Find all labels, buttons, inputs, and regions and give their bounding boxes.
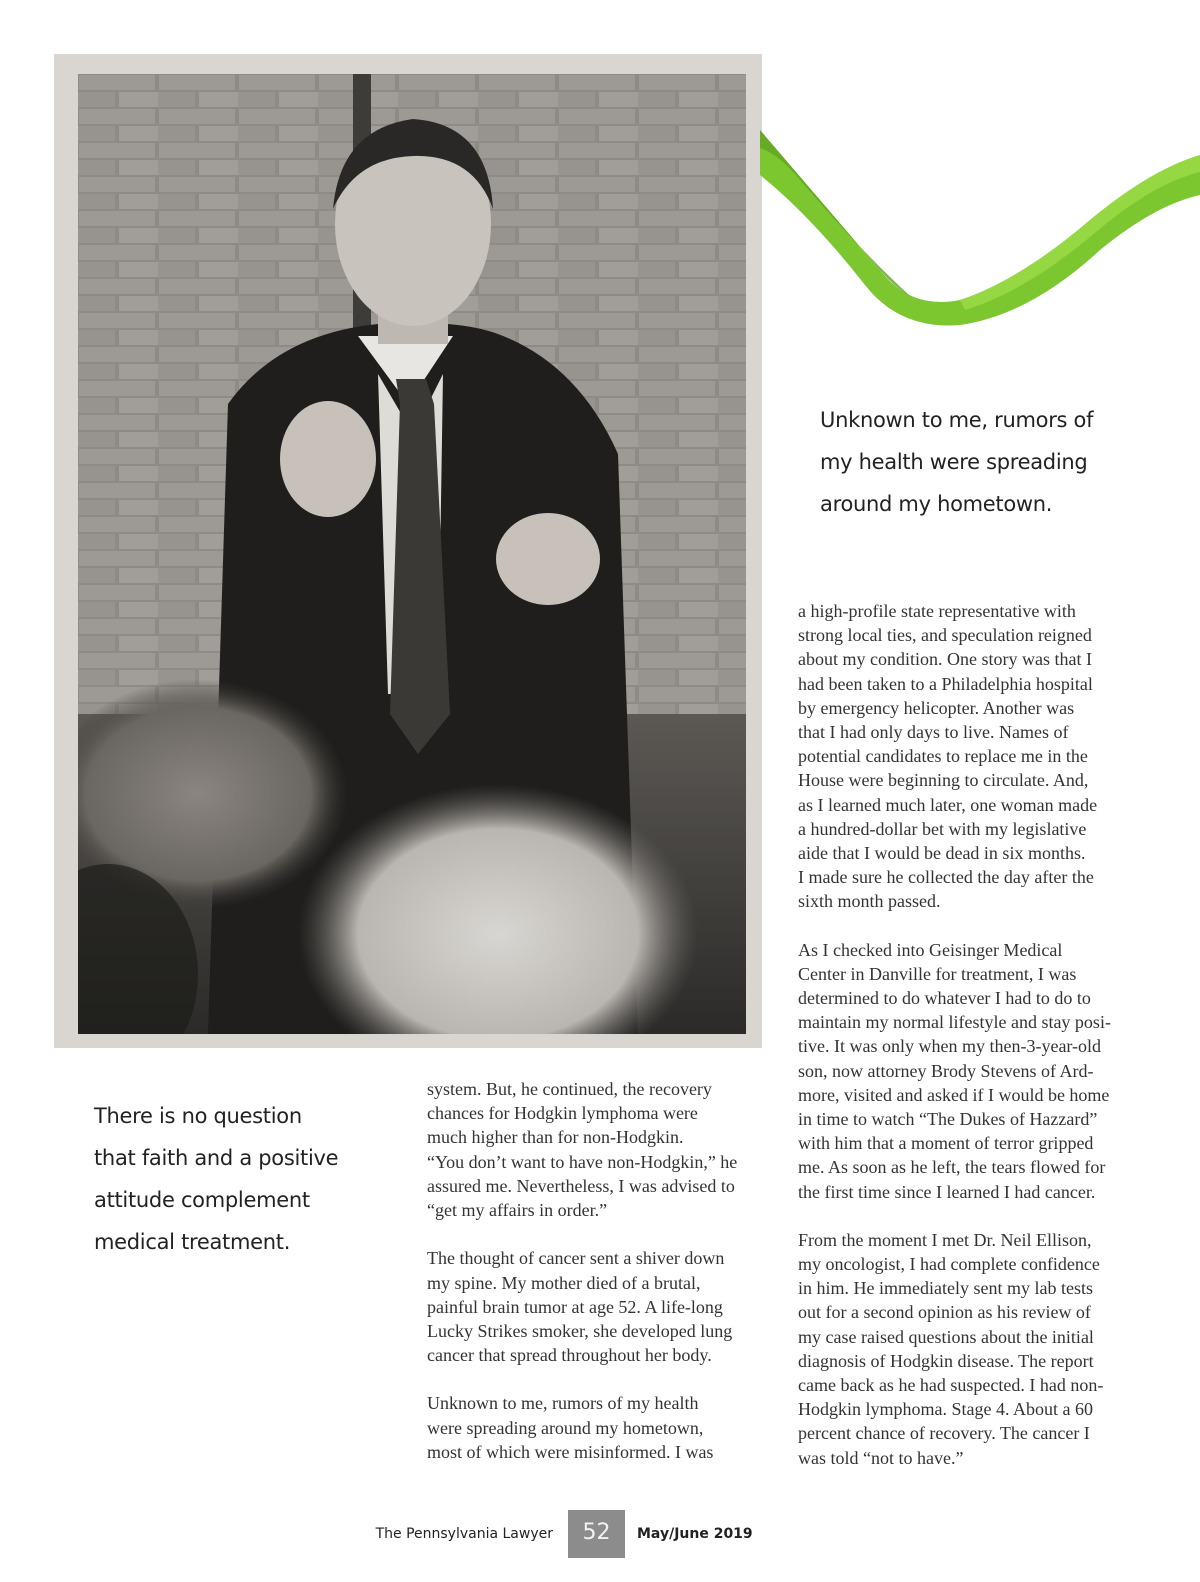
text-line: Center in Danville for treatment, I was: [798, 963, 1077, 984]
text-line: assured me. Nevertheless, I was advised to: [427, 1175, 735, 1196]
text-line: painful brain tumor at age 52. A life-long: [427, 1296, 723, 1317]
publication-name: The Pennsylvania Lawyer: [375, 1526, 553, 1542]
speaker-photo: [78, 74, 746, 1034]
text-line: aide that I would be dead in six months.: [798, 842, 1086, 863]
text-line: percent chance of recovery. The cancer I: [798, 1423, 1090, 1444]
text-line: The thought of cancer sent a shiver down: [427, 1248, 725, 1269]
text-line: potential candidates to replace me in the: [798, 746, 1088, 767]
text-line: a high-profile state representative with: [798, 601, 1076, 621]
pullquote-left: [94, 1095, 338, 1263]
pullquote-line: around my hometown.: [820, 492, 1053, 516]
photo-mount: [54, 54, 762, 1048]
green-ribbon-graphic: [760, 120, 1200, 330]
text-line: cancer that spread throughout her body.: [427, 1345, 712, 1366]
text-line: I made sure he collected the day after the: [798, 867, 1094, 888]
text-line: had been taken to a Philadelphia hospital: [798, 673, 1093, 694]
text-line: maintain my normal lifestyle and stay posi-: [798, 1012, 1111, 1033]
text-line: about my condition. One story was that I: [798, 649, 1092, 670]
article-column-right: [798, 599, 1111, 1470]
text-line: my case raised questions about the initial: [798, 1326, 1094, 1347]
text-line: as I learned much later, one woman made: [798, 794, 1098, 815]
text-line: by emergency helicopter. Another was: [798, 697, 1075, 718]
text-line: From the moment I met Dr. Neil Ellison,: [798, 1229, 1092, 1250]
text-line: my oncologist, I had complete confidence: [798, 1254, 1100, 1275]
article-column-middle: [427, 1077, 737, 1464]
text-line: “get my affairs in order.”: [427, 1199, 608, 1220]
pullquote-line: that faith and a positive: [94, 1146, 339, 1170]
text-line: system. But, he continued, the recovery: [427, 1079, 712, 1099]
text-line: more, visited and asked if I would be home: [798, 1084, 1110, 1105]
pullquote-line: attitude complement: [94, 1188, 310, 1212]
issue-date: May/June 2019: [637, 1526, 753, 1542]
text-line: came back as he had suspected. I had non-: [798, 1375, 1104, 1395]
text-line: tive. It was only when my then-3-year-old: [798, 1036, 1102, 1057]
page-number-badge: 52: [568, 1510, 625, 1558]
text-line: a hundred-dollar bet with my legislative: [798, 818, 1087, 839]
text-line: with him that a moment of terror gripped: [798, 1133, 1094, 1154]
paragraph-gap: [798, 1204, 1111, 1228]
text-line: much higher than for non-Hodgkin.: [427, 1127, 684, 1148]
page-footer: [0, 1510, 1200, 1558]
pullquote-top: [820, 399, 1093, 525]
pullquote-line: medical treatment.: [94, 1230, 291, 1254]
text-line: in him. He immediately sent my lab tests: [798, 1278, 1093, 1299]
text-line: “You don’t want to have non-Hodgkin,” he: [427, 1151, 738, 1172]
paragraph-gap: [427, 1367, 737, 1391]
text-line: was told “not to have.”: [798, 1447, 964, 1468]
text-line: House were beginning to circulate. And,: [798, 770, 1089, 791]
ribbon-icon: [760, 120, 1200, 330]
text-line: determined to do whatever I had to do to: [798, 988, 1091, 1008]
pullquote-line: my health were spreading: [820, 450, 1088, 474]
text-line: out for a second opinion as his review of: [798, 1302, 1091, 1323]
paragraph-gap: [427, 1222, 737, 1246]
text-line: me. As soon as he left, the tears flowed for: [798, 1157, 1106, 1178]
text-line: Unknown to me, rumors of my health: [427, 1393, 699, 1414]
text-line: Lucky Strikes smoker, she developed lung: [427, 1320, 733, 1341]
text-line: in time to watch “The Dukes of Hazzard”: [798, 1108, 1098, 1129]
paragraph-gap: [798, 913, 1111, 937]
text-line: As I checked into Geisinger Medical: [798, 939, 1063, 960]
text-line: were spreading around my hometown,: [427, 1417, 704, 1438]
pullquote-line: There is no question: [94, 1104, 302, 1128]
text-line: diagnosis of Hodgkin disease. The report: [798, 1350, 1094, 1371]
text-line: strong local ties, and speculation reigned: [798, 625, 1092, 646]
speaker-photo-illustration: [78, 74, 746, 1034]
text-line: my spine. My mother died of a brutal,: [427, 1272, 701, 1293]
text-line: the first time since I learned I had cancer.: [798, 1181, 1096, 1202]
text-line: that I had only days to live. Names of: [798, 721, 1069, 742]
text-line: sixth month passed.: [798, 891, 941, 912]
text-line: most of which were misinformed. I was: [427, 1441, 714, 1462]
pullquote-line: Unknown to me, rumors of: [820, 408, 1094, 432]
text-line: chances for Hodgkin lymphoma were: [427, 1103, 698, 1124]
text-line: son, now attorney Brody Stevens of Ard-: [798, 1060, 1094, 1081]
text-line: Hodgkin lymphoma. Stage 4. About a 60: [798, 1399, 1093, 1420]
